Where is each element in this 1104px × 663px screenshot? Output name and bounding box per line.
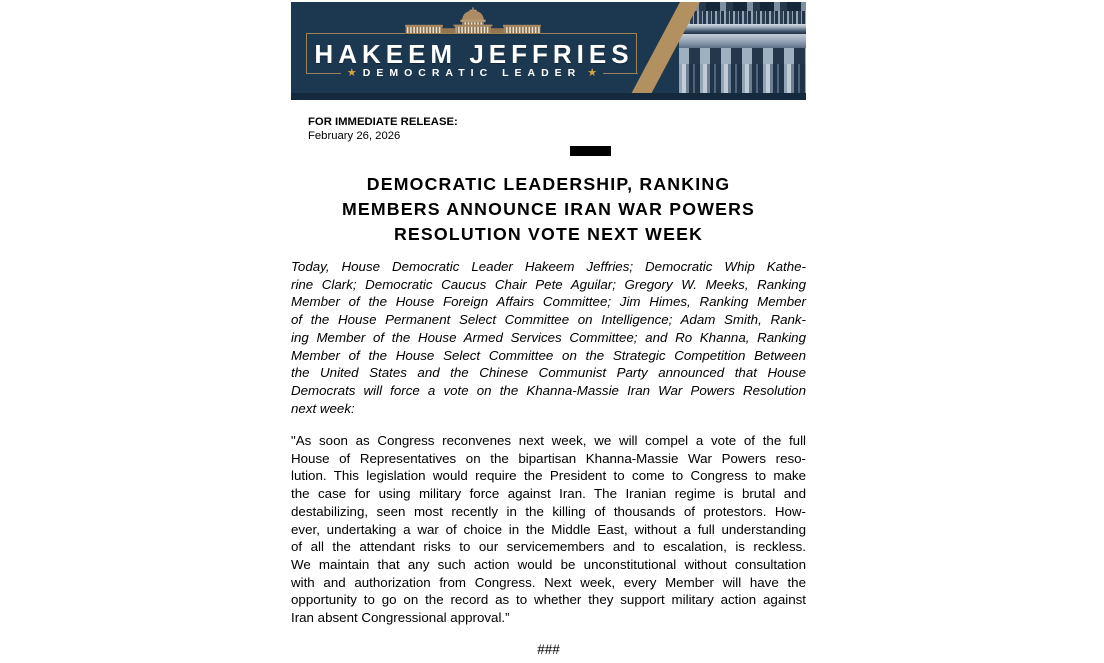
intro-line: Member of the House Foreign Affairs Committee; Jim Himes, Ranking Member xyxy=(291,294,806,310)
quote-line: with and authorization from Congress. Next week, every Member will have the xyxy=(291,574,806,590)
headline-line: DEMOCRATIC LEADERSHIP, RANKING xyxy=(366,174,731,194)
press-release-header-banner xyxy=(291,2,806,100)
intro-line: next week: xyxy=(291,400,355,416)
end-mark: ### xyxy=(537,642,560,657)
intro-paragraph xyxy=(291,258,806,417)
intro-line: Member of the House Select Committee on the Strategic Competition Between xyxy=(291,347,806,363)
quote-line: lution. This legislation would require the President to come to Congress to make xyxy=(291,468,806,484)
capitol-photo-column-capitals xyxy=(679,48,806,64)
quote-line: destabilizing, seen most recently in the killing of thousands of protestors. How- xyxy=(291,503,806,519)
quote-line: opportunity to go on the record as to whether they support military action against xyxy=(291,592,806,608)
banner-bottom-strip xyxy=(291,93,806,100)
redaction-bar xyxy=(570,146,611,156)
quote-line: "As soon as Congress reconvenes next week, we will compel a vote of the full xyxy=(291,433,806,448)
capitol-photo-entablature xyxy=(679,34,806,48)
release-date: February 26, 2026 xyxy=(308,130,401,143)
intro-line: rine Clark; Democratic Caucus Chair Pete Aguilar; Gregory W. Meeks, Ranking xyxy=(291,276,806,292)
banner-title: HAKEEM JEFFRIES xyxy=(314,39,634,69)
headline xyxy=(291,172,806,247)
quote-paragraph xyxy=(291,432,806,627)
quote-line: of all the attendant risks to our servicemembers and to escalation, is reckless. xyxy=(291,539,806,555)
headline-line: MEMBERS ANNOUNCE IRAN WAR POWERS xyxy=(341,199,756,219)
intro-line: of the House Permanent Select Committee on Intelligence; Adam Smith, Rank- xyxy=(291,312,806,328)
quote-line: the case for using military force against Iran. The Iranian regime is brutal and xyxy=(291,486,806,502)
quote-line: House of Representatives on the bipartisan Khanna-Massie War Powers reso- xyxy=(291,450,806,466)
intro-line: the United States and the Chinese Communist Party announced that House xyxy=(291,365,806,381)
release-label: FOR IMMEDIATE RELEASE: xyxy=(308,116,458,128)
capitol-photo-cornice xyxy=(679,24,806,34)
quote-line: Iran absent Congressional approval.” xyxy=(291,610,510,626)
headline-line: RESOLUTION VOTE NEXT WEEK xyxy=(393,224,704,244)
intro-line: ing Member of the House Armed Services Committee; and Ro Khanna, Ranking xyxy=(291,329,806,345)
intro-line: Today, House Democratic Leader Hakeem Jeffries; Democratic Whip Kathe- xyxy=(291,259,806,274)
capitol-photo-balustrade xyxy=(679,11,806,24)
star-icon: ★ xyxy=(346,66,357,79)
subtitle-right-rule xyxy=(603,73,638,74)
star-icon: ★ xyxy=(587,66,598,79)
intro-line: Democrats will force a vote on the Khanna-Massie Iran War Powers Resolution xyxy=(291,382,806,398)
capitol-building-photo xyxy=(679,2,806,100)
release-info xyxy=(308,115,458,144)
quote-line: We maintain that any such action would be unconstitutional without consultation xyxy=(291,556,806,572)
subtitle-left-rule xyxy=(306,73,341,74)
banner-subtitle: DEMOCRATIC LEADER xyxy=(362,67,582,79)
quote-line: ever, undertaking a war of choice in the Middle East, without a full understanding xyxy=(291,521,806,537)
banner-subtitle-row xyxy=(306,66,638,80)
